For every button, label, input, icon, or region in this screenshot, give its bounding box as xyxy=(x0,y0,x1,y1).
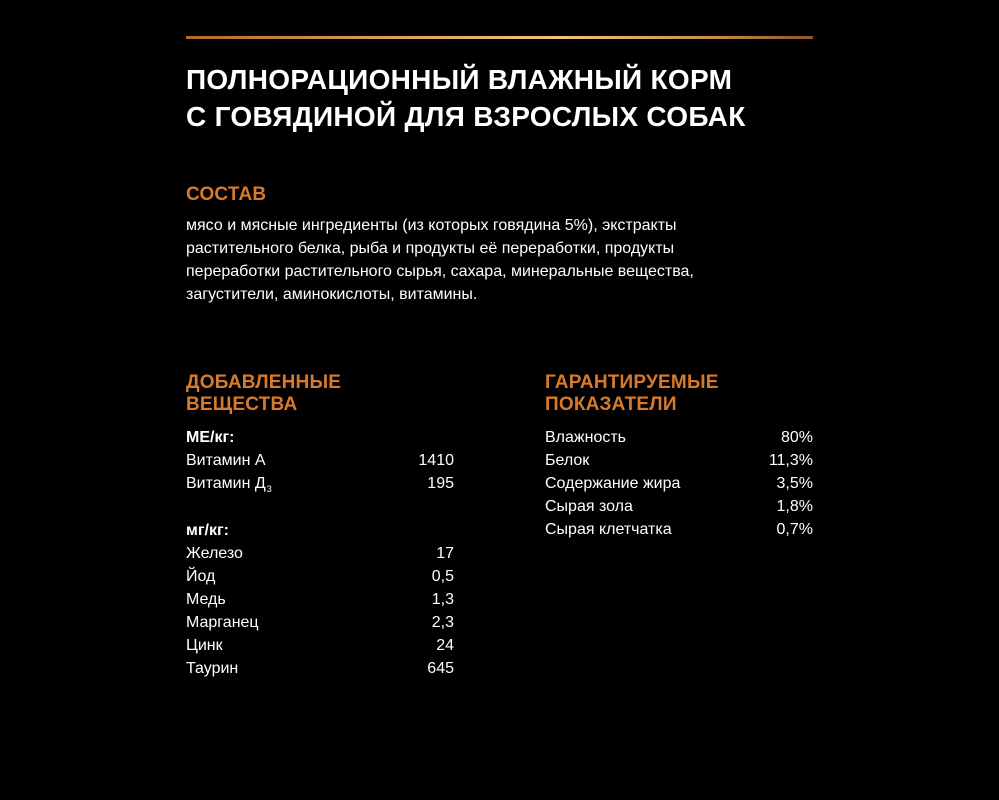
group-title: мг/кг: xyxy=(186,522,229,539)
table-row xyxy=(545,518,813,541)
additives-list xyxy=(186,449,454,501)
table-row xyxy=(186,472,454,501)
composition-line: мясо и мясные ингредиенты (из которых говядина 5%), экстракты xyxy=(186,217,677,234)
heading-line: ПОКАЗАТЕЛИ xyxy=(545,394,677,415)
additives-group-iu xyxy=(186,426,454,501)
table-row xyxy=(545,472,813,495)
row-value: 3,5% xyxy=(776,475,813,492)
composition-text xyxy=(186,214,813,306)
table-row xyxy=(545,495,813,518)
table-row xyxy=(186,542,454,565)
additives-column xyxy=(186,372,454,680)
table-row xyxy=(186,634,454,657)
gold-divider xyxy=(186,36,813,39)
row-name: Витамин А xyxy=(186,452,266,469)
guaranteed-column xyxy=(545,372,813,541)
row-value: 1410 xyxy=(418,452,454,469)
row-name: Марганец xyxy=(186,614,259,631)
row-value: 2,3 xyxy=(431,614,454,631)
additives-heading xyxy=(186,372,454,416)
row-name: Белок xyxy=(545,452,590,469)
row-name: Цинк xyxy=(186,637,223,654)
row-value: 1,3 xyxy=(431,591,454,608)
row-value: 195 xyxy=(427,475,454,492)
heading-line: ДОБАВЛЕННЫЕ xyxy=(186,372,342,393)
heading-line: ВЕЩЕСТВА xyxy=(186,394,298,415)
row-name: Влажность xyxy=(545,429,627,446)
guaranteed-heading xyxy=(545,372,813,416)
page-title xyxy=(186,61,813,135)
table-row xyxy=(186,588,454,611)
row-name-text: Витамин Д xyxy=(186,475,266,492)
table-row xyxy=(545,449,813,472)
row-value: 17 xyxy=(436,545,454,562)
row-value: 0,7% xyxy=(776,521,813,538)
table-row xyxy=(186,657,454,680)
row-name-subscript: 3 xyxy=(266,484,272,494)
row-value: 11,3% xyxy=(768,452,813,469)
product-info-page xyxy=(186,0,813,800)
heading-line: ГАРАНТИРУЕМЫЕ xyxy=(545,372,719,393)
composition-line: переработки растительного сырья, сахара, минеральные вещества, xyxy=(186,263,694,280)
composition-line: загустители, аминокислоты, витамины. xyxy=(186,286,478,303)
row-name: Таурин xyxy=(186,660,239,677)
row-value: 645 xyxy=(427,660,454,677)
row-name xyxy=(186,472,272,501)
row-name: Сырая клетчатка xyxy=(545,521,672,538)
group-title: МЕ/кг: xyxy=(186,429,235,446)
composition-line: растительного белка, рыба и продукты её переработки, продукты xyxy=(186,240,675,257)
row-name: Железо xyxy=(186,545,243,562)
row-value: 80% xyxy=(780,429,813,446)
row-value: 0,5 xyxy=(431,568,454,585)
row-value: 1,8% xyxy=(776,498,813,515)
title-line: С ГОВЯДИНОЙ ДЛЯ ВЗРОСЛЫХ СОБАК xyxy=(186,101,746,132)
additives-list xyxy=(186,542,454,680)
row-name: Сырая зола xyxy=(545,498,633,515)
guaranteed-list xyxy=(545,426,813,541)
row-name: Медь xyxy=(186,591,226,608)
row-name: Содержание жира xyxy=(545,475,681,492)
composition-heading: СОСТАВ xyxy=(186,184,267,205)
table-row xyxy=(186,449,454,472)
additives-group-mg xyxy=(186,519,454,680)
table-row xyxy=(186,565,454,588)
row-name: Йод xyxy=(186,568,216,585)
table-row xyxy=(186,611,454,634)
row-value: 24 xyxy=(436,637,454,654)
table-row xyxy=(545,426,813,449)
title-line: ПОЛНОРАЦИОННЫЙ ВЛАЖНЫЙ КОРМ xyxy=(186,64,733,95)
